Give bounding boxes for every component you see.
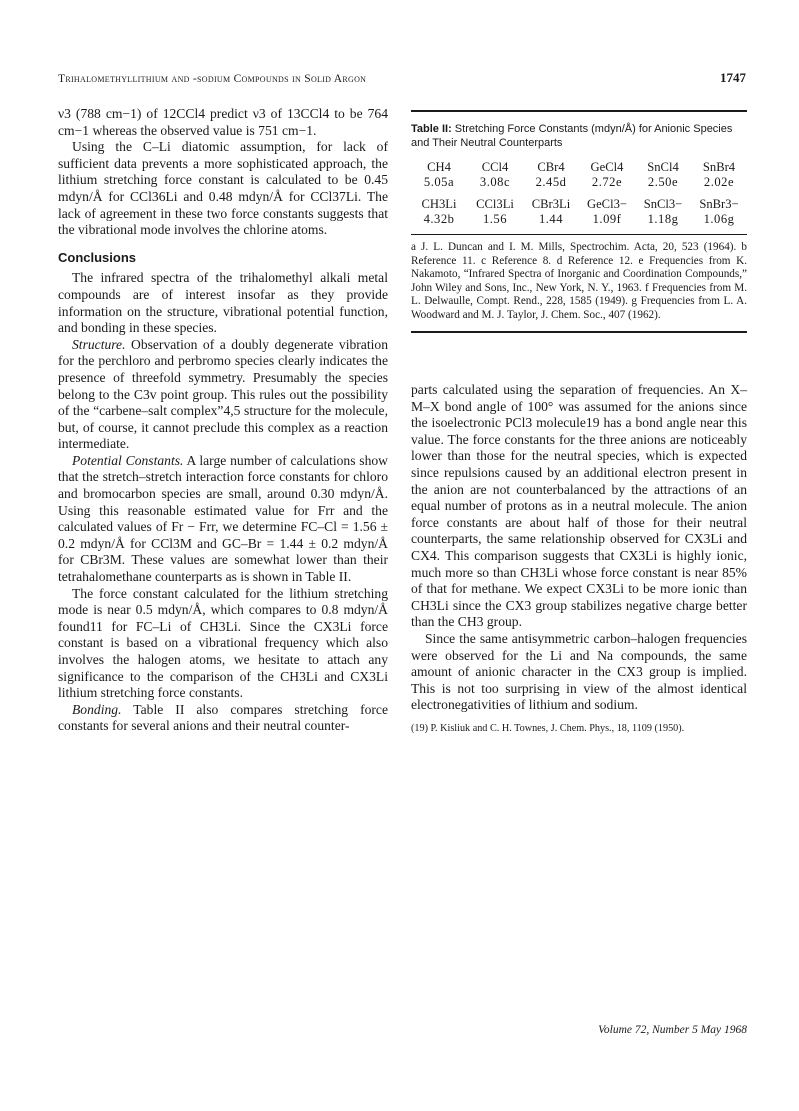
table-cell: SnCl4 [647,160,679,174]
table-bottom-rule [411,331,747,333]
structure-text: Observation of a doubly degenerate vibration for the perchloro and perbromo species clearly indicates the presence of threefold symmetry. Presumably the species belong to the C3v point group. This rules out the possibility of the “carbene–salt complex”4,5 structure for the molecule, but, of course, it cannot preclude this complex as a reaction intermediate. [58,336,388,452]
table-cell: CBr4 [537,160,565,174]
table-value: 2.45d [535,174,567,189]
table-value: 1.56 [482,211,508,226]
table-value: 1.18g [647,211,679,226]
table-value: 1.44 [538,211,564,226]
runin-structure: Structure. [72,336,126,352]
table-caption-text: Stretching Force Constants (mdyn/Å) for Anionic Species and Their Neutral Counterparts [411,123,733,149]
table-cell: SnCl3− [643,197,683,211]
paragraph-li-na-comparison: Since the same antisymmetric carbon–halogen frequencies were observed for the Li and Na compounds, the same amount of anionic character in the CX3 group is implied. This is not too surprising in view of the almost identical electronegativities of lithium and sodium. [411,630,747,713]
table-cell: CBr3Li [531,197,571,211]
paragraph-anion-comparison: parts calculated using the separation of frequencies. An X–M–X bond angle of 100° was assumed for the anions since the isoelectronic PCl3 molecule19 has a bond angle near this value. The force constants for the three anions are noticeably lower than those for the neutral species, which is expected since repulsions caused by an additional electron present in the anion are not counterbalanced by the attractions of an equal number of protons as in a neutral molecule. The anion force constants are about half of those for their neutral counterparts, the same relationship observed for CX3Li and CX4. This comparison suggests that CX3Li is highly ionic, much more so than CH3Li whose force constant is near 85% of that for methane. We expect CX3Li to be more ionic than CH3Li since the CX3 group stabilizes negative charge better than the CH3 group. [411,382,747,630]
left-column [58,106,388,735]
table-value: 2.72e [591,174,623,189]
table-value: 5.05a [423,174,455,189]
paragraph-potential-constants [58,453,388,586]
table-mid-rule [411,234,747,235]
table-value: 1.09f [592,211,622,226]
table-cell: CCl4 [481,160,509,174]
paragraph-conclusions-intro: The infrared spectra of the trihalomethyl alkali metal compounds are of interest insofar as they provide information on the structure, vibrational potential function, and bonding in these species. [58,270,388,336]
paragraph-isotope-frequencies: ν3 (788 cm−1) of 12CCl4 predict ν3 of 13CCl4 to be 764 cm−1 whereas the observed value is 751 cm−1. [58,106,388,138]
paragraph-li-force-constant: Using the C–Li diatomic assumption, for lack of sufficient data prevents a more sophisticated approach, the lithium stretching force constant is calculated to be 0.45 mdyn/Å for CCl36Li and 0.48 mdyn/Å for CCl37Li. The lack of agreement in these two force constants suggests that the vibrational mode involves the chlorine atoms. [58,139,388,238]
reference-19: (19) P. Kisliuk and C. H. Townes, J. Chem. Phys., 18, 1109 (1950). [411,723,685,734]
runin-bonding: Bonding. [72,701,122,717]
table-value: 1.06g [703,211,735,226]
paragraph-bonding [58,702,388,735]
section-heading-conclusions: Conclusions [58,249,137,265]
table-cell: SnBr3− [699,197,739,211]
running-title: Trihalomethyllithium and -sodium Compounds in Solid Argon [58,73,367,85]
table-ii [411,110,747,333]
table-top-rule [411,110,747,112]
potential-text: A large number of calculations show that the stretch–stretch interaction force constants for chloro and bromocarbon species are small, around 0.30 mdyn/Å. Using this reasonable estimated value for Frr and the calculated values of Fr − Frr, we determine FC–Cl = 1.56 ± 0.2 mdyn/Å for CCl3M and GC–Br = 1.44 ± 0.2 mdyn/Å for CBr3M. These values are somewhat lower than their tetrahalomethane counterparts as is shown in Table II. [58,452,388,585]
table-value: 2.50e [647,174,679,189]
journal-footer: Volume 72, Number 5 May 1968 [598,1024,747,1036]
table-caption [411,123,747,150]
table-cell: CH4 [427,160,451,174]
table-value: 2.02e [703,174,735,189]
table-caption-label: Table II: [411,123,452,135]
runin-potential-constants: Potential Constants. [72,452,184,468]
table-cell: GeCl4 [590,160,624,174]
bonding-text: Table II also compares stretching force constants for several anions and their neutral counter- [58,701,388,734]
table-value: 4.32b [423,211,455,226]
running-header [58,70,746,86]
table-grid [411,160,747,226]
right-column [411,382,747,714]
table-cell: GeCl3− [587,197,627,211]
table-cell: CCl3Li [476,197,514,211]
paragraph-lithium-mode: The force constant calculated for the lithium stretching mode is near 0.5 mdyn/Å, which compares to 0.8 mdyn/Å found11 for FC–Li of CH3Li. Since the CX3Li force constant is based on a vibrational frequency which also involves the halogen atoms, we hesitate to attach any significance to the comparison of the CH3Li and CX3Li lithium stretching force constants. [58,585,388,701]
table-footnotes: a J. L. Duncan and I. M. Mills, Spectrochim. Acta, 20, 523 (1964). b Reference 11. c Reference 8. d Reference 12. e Frequencies from K. Nakamoto, “Infrared Spectra of Inorganic and Coordination Compounds,” John Wiley and Sons, Inc., New York, N. Y., 1963. f Frequencies from M. L. Delwaulle, Compt. Rend., 228, 1585 (1949). g Frequencies from L. A. Woodward and M. J. Taylor, J. Chem. Soc., 407 (1962). [411,241,747,321]
table-value: 3.08c [479,174,511,189]
table-row-gap [411,189,747,197]
page-number: 1747 [720,70,746,85]
table-cell: CH3Li [421,197,457,211]
paragraph-structure [58,337,388,453]
table-cell: SnBr4 [702,160,736,174]
